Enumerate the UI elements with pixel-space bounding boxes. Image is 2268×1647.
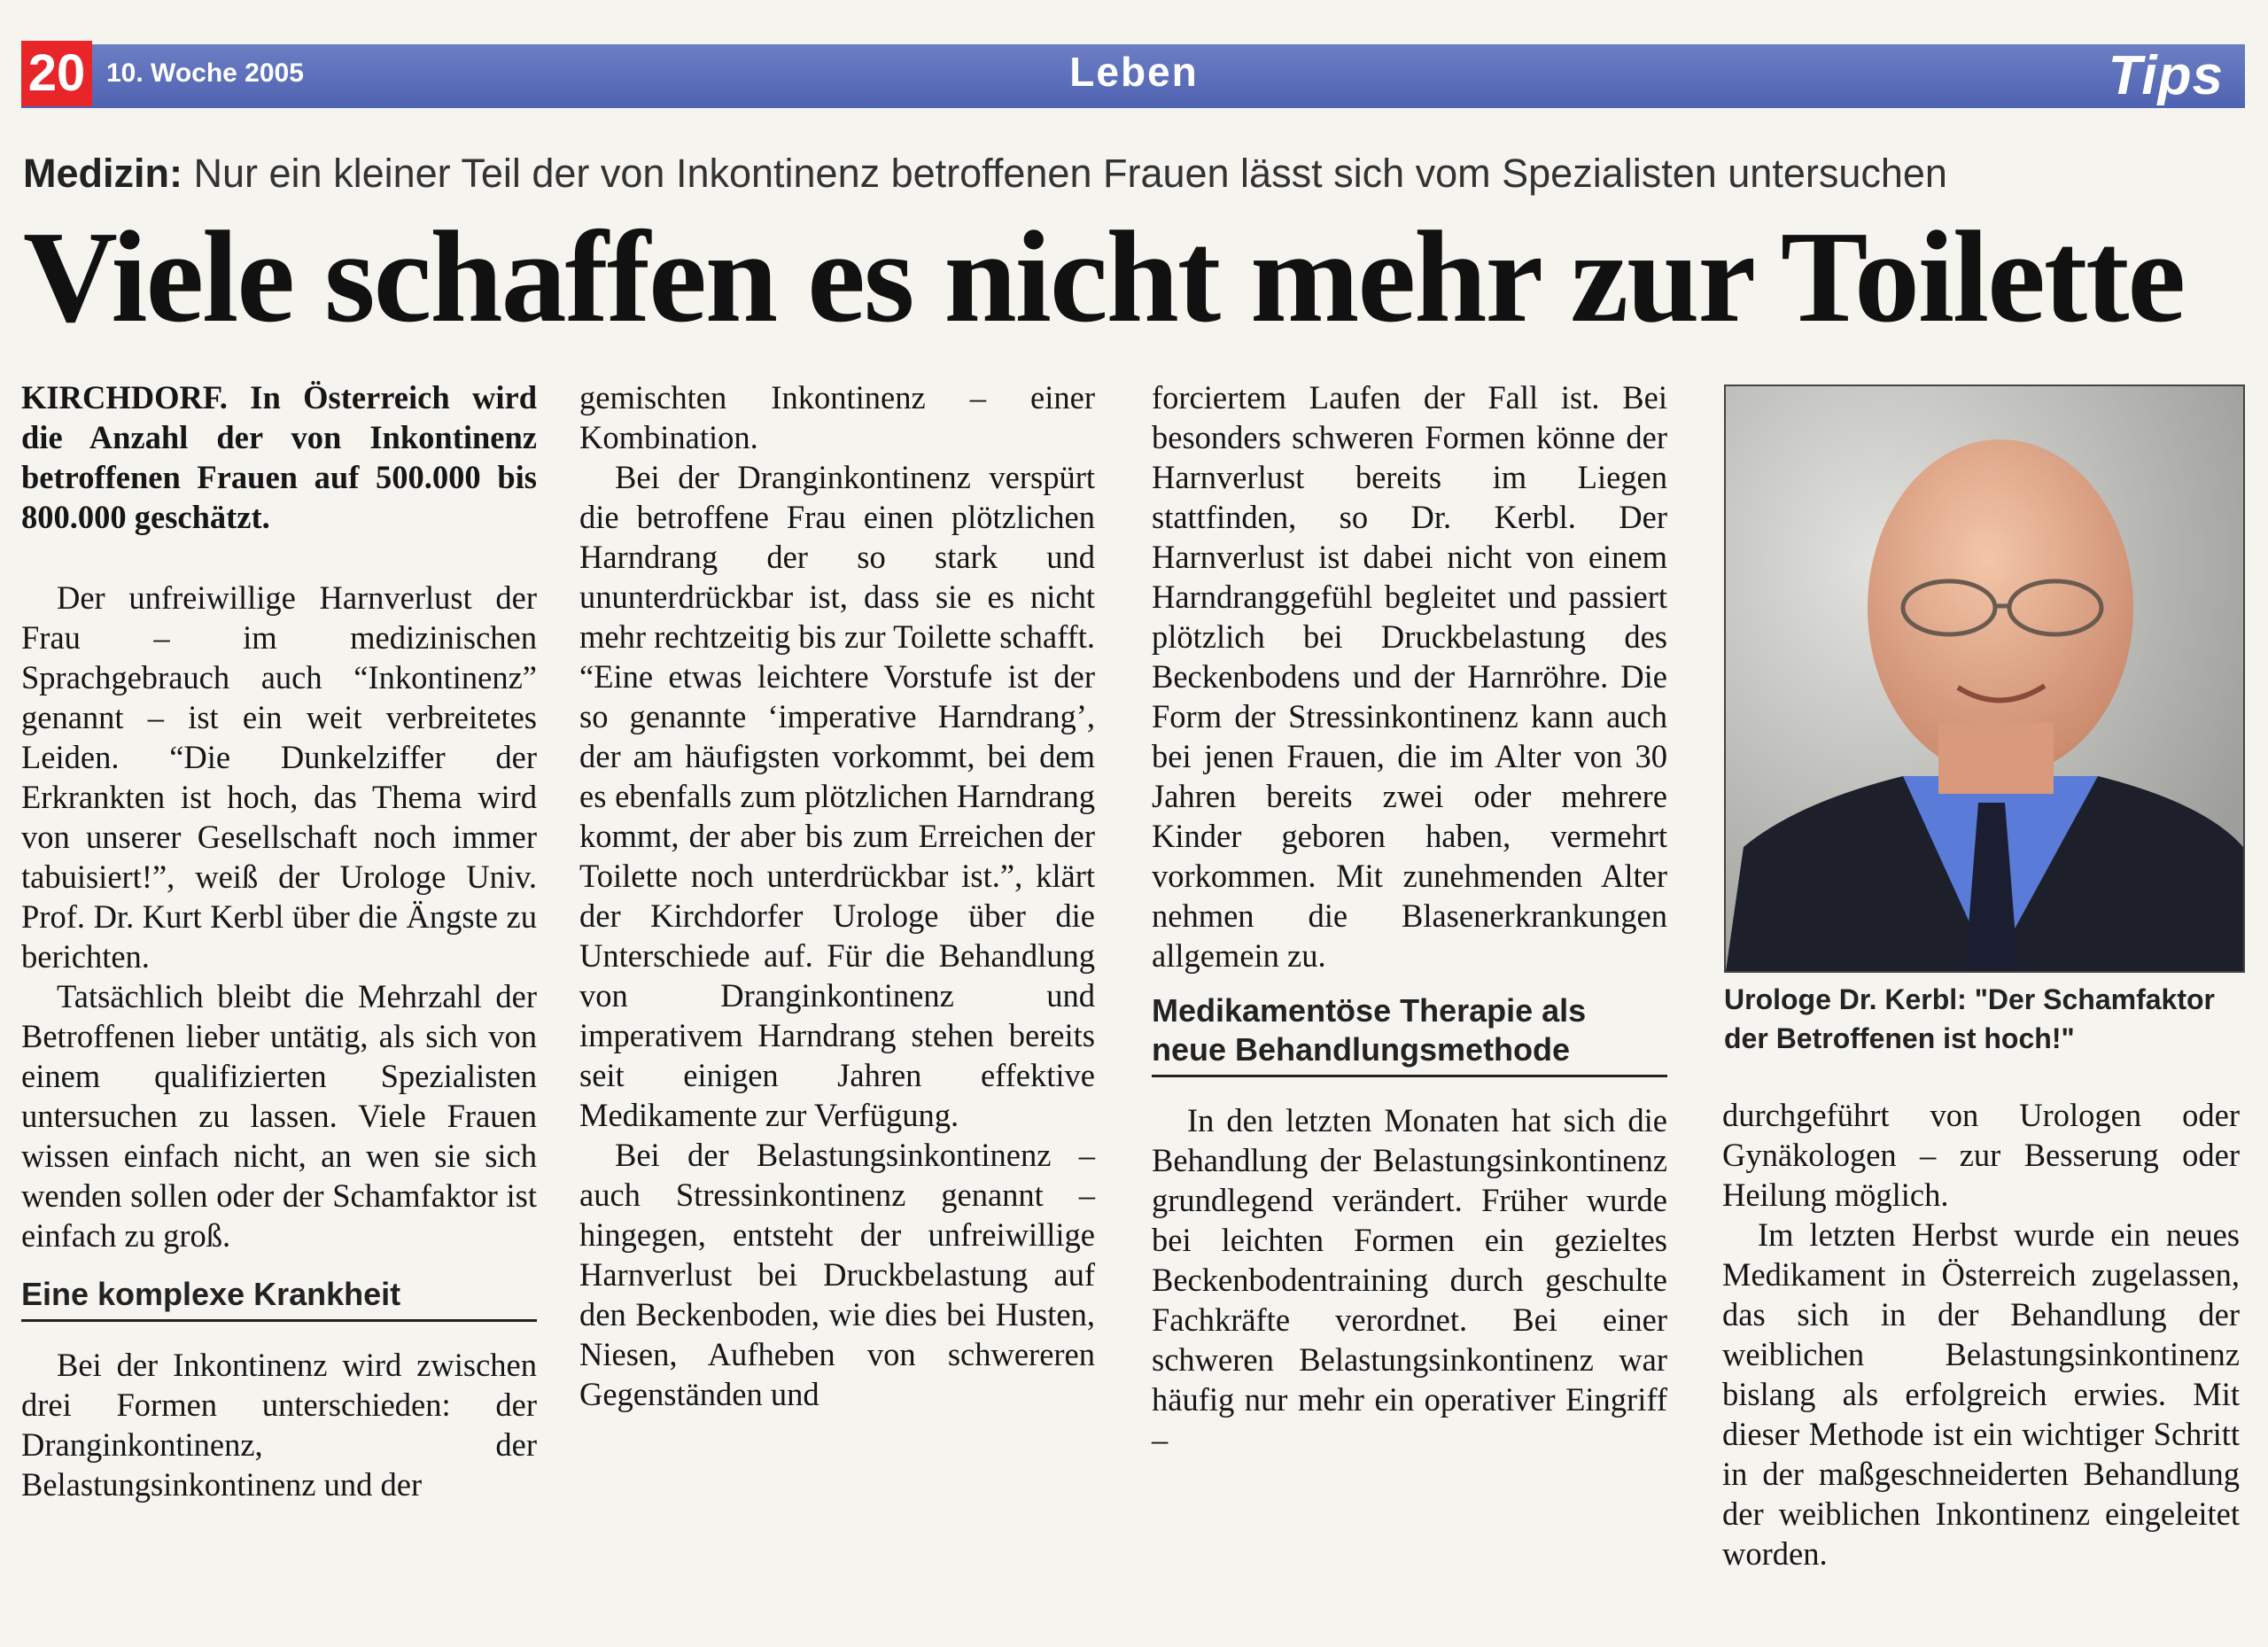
article-column-2 (579, 377, 1095, 1414)
photo-caption: Urologe Dr. Kerbl: "Der Schamfaktor der Betroffenen ist hoch!" (1724, 983, 2215, 1054)
subheading: Medikamentöse Therapie als neue Behandlungsmethode (1152, 991, 1667, 1077)
article-column-3 (1152, 377, 1667, 1459)
article-paragraph: In den letzten Monaten hat sich die Behandlung der Belastungsinkontinenz grundlegend verändert. Früher wurde bei leichten Formen ein gezieltes Beckenbodentraining durch geschulte Fachkräfte verordnet. Bei einer schweren Belastungsinkontinenz war häufig nur mehr ein operativer Eingriff – (1152, 1102, 1667, 1457)
issue-date: 10. Woche 2005 (106, 58, 304, 88)
kicker-label: Medizin: (23, 151, 183, 196)
article-lead: KIRCHDORF. In Österreich wird die Anzahl der von Inkontinenz betroffenen Frauen auf 500.000 bis 800.000 geschätzt. (21, 379, 537, 535)
kicker-text: Nur ein kleiner Teil der von Inkontinenz betroffenen Frauen lässt sich vom Spezialisten untersuchen (193, 151, 1947, 196)
article-paragraph: Im letzten Herbst wurde ein neues Medikament in Österreich zugelassen, das sich in der Behandlung der weiblichen Belastungsinkontinenz bislang als erfolgreich erwies. Mit dieser Methode ist ein wichtiger Schritt in der maßgeschneiderten Behandlung der weiblichen Inkontinenz eingeleitet worden. (1722, 1216, 2240, 1572)
article-paragraph: gemischten Inkontinenz – einer Kombination. (579, 379, 1095, 455)
article-paragraph: Bei der Inkontinenz wird zwischen drei Formen unterschieden: der Dranginkontinenz, der Belastungsinkontinenz und der (21, 1347, 537, 1503)
portrait-photo (1724, 385, 2245, 973)
subheading: Eine komplexe Krankheit (21, 1275, 537, 1322)
article-paragraph: durchgeführt von Urologen oder Gynäkologen – zur Besserung oder Heilung möglich. (1722, 1097, 2240, 1213)
article-paragraph: Tatsächlich bleibt die Mehrzahl der Betroffenen lieber untätig, als sich von einem qualifizierten Spezialisten untersuchen zu lassen. Viele Frauen wissen einfach nicht, an wen sie sich wenden sollen oder der Schamfaktor ist einfach zu groß. (21, 978, 537, 1254)
page-number: 20 (21, 41, 92, 106)
tips-logo: Tips (2108, 45, 2224, 106)
kicker (23, 151, 2238, 197)
article-column-4 (1722, 1095, 2240, 1573)
headline: Viele schaffen es nicht mehr zur Toilette (23, 205, 2185, 350)
article-column-1 (21, 377, 537, 1504)
article-paragraph: Der unfreiwillige Harnverlust der Frau – im medizinischen Sprachgebrauch auch “Inkontinenz” genannt – ist ein weit verbreitetes Leiden. “Die Dunkelziffer der Erkrankten ist hoch, das Thema wird von unserer Gesellschaft noch immer tabuisiert!”, weiß der Urologe Univ. Prof. Dr. Kurt Kerbl über die Ängste zu berichten. (21, 579, 537, 975)
article-paragraph: forciertem Laufen der Fall ist. Bei besonders schweren Formen könne der Harnverlust bereits im Liegen stattfinden, so Dr. Kerbl. Der Harnverlust ist dabei nicht von einem Harndranggefühl begleitet und passiert plötzlich bei Druckbelastung des Beckenbodens und der Harnröhre. Die Form der Stressinkontinenz kann auch bei jenen Frauen, die im Alter von 30 Jahren bereits zwei oder mehrere Kinder geboren haben, vermehrt vorkommen. Mit zunehmenden Alter nehmen die Blasenerkrankungen allgemein zu. (1152, 379, 1667, 974)
article-paragraph: Bei der Dranginkontinenz verspürt die betroffene Frau einen plötzlichen Harndrang der so stark und ununterdrückbar ist, dass sie es nicht mehr rechtzeitig bis zur Toilette schafft. “Eine etwas leichtere Vorstufe ist der so genannte ‘imperative Harndrang’, der am häufigsten vorkommt, bei dem es ebenfalls zum plötzlichen Harndrang kommt, der aber bis zum Erreichen der Toilette noch unterdrückbar ist.”, klärt der Kirchdorfer Urologe über die Unterschiede auf. Für die Behandlung von Dranginkontinenz und imperativem Harndrang stehen bereits seit einigen Jahren effektive Medikamente zur Verfügung. (579, 459, 1095, 1133)
article-paragraph: Bei der Belastungsinkontinenz – auch Stressinkontinenz genannt – hingegen, entsteht der unfreiwillige Harnverlust bei Druckbelastung auf den Beckenboden, wie dies bei Husten, Niesen, Aufheben von schwereren Gegenständen und (579, 1137, 1095, 1412)
section-label: Leben (1069, 49, 1199, 95)
